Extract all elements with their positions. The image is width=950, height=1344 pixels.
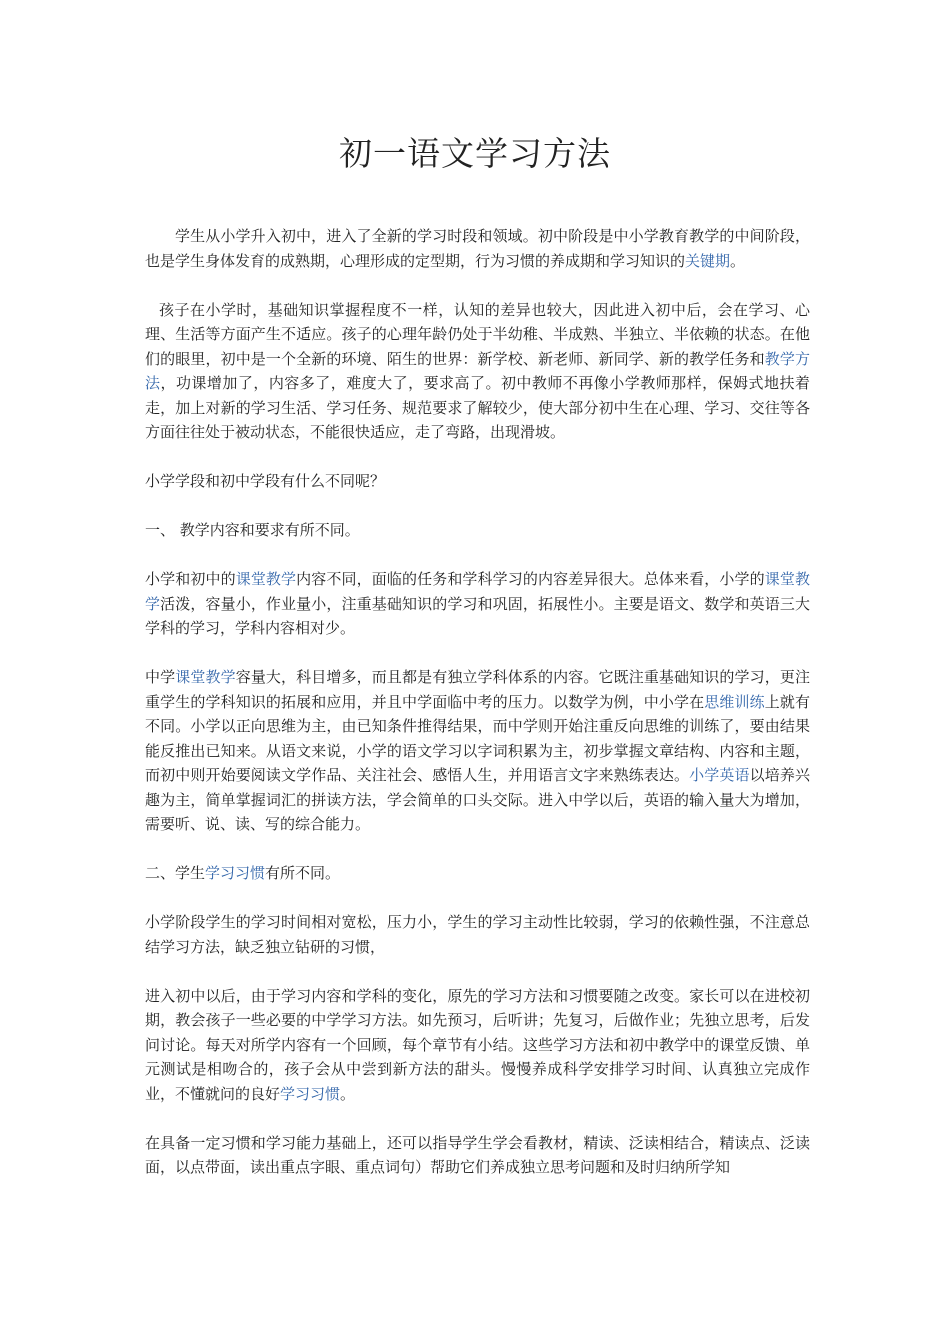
paragraph-text: 二、学生 <box>145 864 206 882</box>
paragraph-text: 。 <box>340 1084 356 1103</box>
body-paragraph <box>145 861 810 886</box>
document-title: 初一语文学习方法 <box>339 134 611 173</box>
paragraph-text: 容量大，科目增多，而且都是有独立学科体系的内容。它既注重基础知识的学习，更注重学生的学科知识的拓展和应用，并且中学面临中考的压力。以数学为例，中小学在 <box>145 668 810 711</box>
paragraph-text: 中学 <box>145 668 176 686</box>
paragraph-text: 活泼，容量小，作业量小，注重基础知识的学习和巩固，拓展性小。主要是语文、数学和英语三大学科的学习，学科内容相对少。 <box>145 594 810 637</box>
paragraph-text: 以培养兴趣为主，简单掌握词汇的拼读方法，学会简单的口头交际。进入中学以后，英语的输入量大为增加，需要听、说、读、写的综合能力。 <box>145 766 810 833</box>
keyword-link[interactable]: 课堂教学 <box>235 570 297 588</box>
body-paragraph <box>145 469 810 494</box>
keyword-link[interactable]: 教学方法 <box>145 349 810 392</box>
paragraph-text: 小学学段和初中学段有什么不同呢？ <box>145 472 386 490</box>
body-paragraph <box>145 665 810 837</box>
paragraph-text: 有所不同。 <box>265 864 341 882</box>
paragraph-text: 内容不同，面临的任务和学科学习的内容差异很大。总体来看，小学的 <box>296 570 765 588</box>
paragraph-text: 孩子在小学时，基础知识掌握程度不一样，认知的差异也较大，因此进入初中后，会在学习、心理、生活等方面产生不适应。孩子的心理年龄仍处于半幼稚、半成熟、半独立、半依赖的状态。在他们的眼里，初中是一个全新的环境、陌生的世界：新学校、新老师、新同学、新的教学任务和 <box>145 300 810 368</box>
paragraph-text: 小学阶段学生的学习时间相对宽松，压力小，学生的学习主动性比较弱，学习的依赖性强，不注意总结学习方法，缺乏独立钻研的习惯， <box>145 913 810 956</box>
body-paragraph <box>145 298 810 445</box>
paragraph-text: 在具备一定习惯和学习能力基础上，还可以指导学生学会看教材，精读、泛读相结合，精读点、泛读面，以点带面，读出重点字眼、重点词句）帮助它们养成独立思考问题和及时归纳所学知 <box>145 1133 810 1176</box>
body-paragraph <box>145 567 810 641</box>
paragraph-text: 学生从小学升入初中，进入了全新的学习时段和领域。初中阶段是中小学教育教学的中间阶段，也是学生身体发育的成熟期，心理形成的定型期，行为习惯的养成期和学习知识的 <box>145 227 810 270</box>
keyword-link[interactable]: 小学英语 <box>689 766 750 784</box>
body-paragraph <box>145 984 810 1107</box>
document-body <box>145 224 810 1204</box>
paragraph-text: 小学和初中的 <box>145 570 236 588</box>
body-paragraph <box>145 910 810 959</box>
keyword-link[interactable]: 关键期 <box>685 251 731 270</box>
paragraph-text: 。 <box>730 251 746 270</box>
keyword-link[interactable]: 课堂教学 <box>175 668 236 686</box>
keyword-link[interactable]: 学习习惯 <box>205 864 266 882</box>
paragraph-text: 一、 教学内容和要求有所不同。 <box>145 521 360 539</box>
keyword-link[interactable]: 学习习惯 <box>280 1084 341 1103</box>
keyword-link[interactable]: 课堂教学 <box>145 570 810 613</box>
body-paragraph <box>145 224 810 273</box>
paragraph-text: 进入初中以后，由于学习内容和学科的变化，原先的学习方法和习惯要随之改变。家长可以在进校初期，教会孩子一些必要的中学学习方法。如先预习，后听讲；先复习，后做作业；先独立思考，后发问讨论。每天对所学内容有一个回顾，每个章节有小结。这些学习方法和初中教学中的课堂反馈、单元测试是相吻合的，孩子会从中尝到新方法的甜头。慢慢养成科学安排学习时间、认真独立完成作业，不懂就问的良好 <box>145 986 810 1103</box>
keyword-link[interactable]: 思维训练 <box>704 692 765 711</box>
paragraph-text: 上就有不同。小学以正向思维为主，由已知条件推得结果，而中学则开始注重反向思维的训练了，要由结果能反推出已知来。从语文来说，小学的语文学习以字词积累为主，初步掌握文章结构、内容和主题，而初中则开始要阅读文学作品、关注社会、感悟人生，并用语言文字来熟练表达。 <box>145 692 810 784</box>
body-paragraph <box>145 518 810 543</box>
paragraph-text: ，功课增加了，内容多了，难度大了，要求高了。初中教师不再像小学教师那样，保姆式地扶着走，加上对新的学习生活、学习任务、规范要求了解较少，使大部分初中生在心理、学习、交往等各方面往往处于被动状态，不能很快适应，走了弯路，出现滑坡。 <box>145 374 810 441</box>
body-paragraph <box>145 1131 810 1180</box>
